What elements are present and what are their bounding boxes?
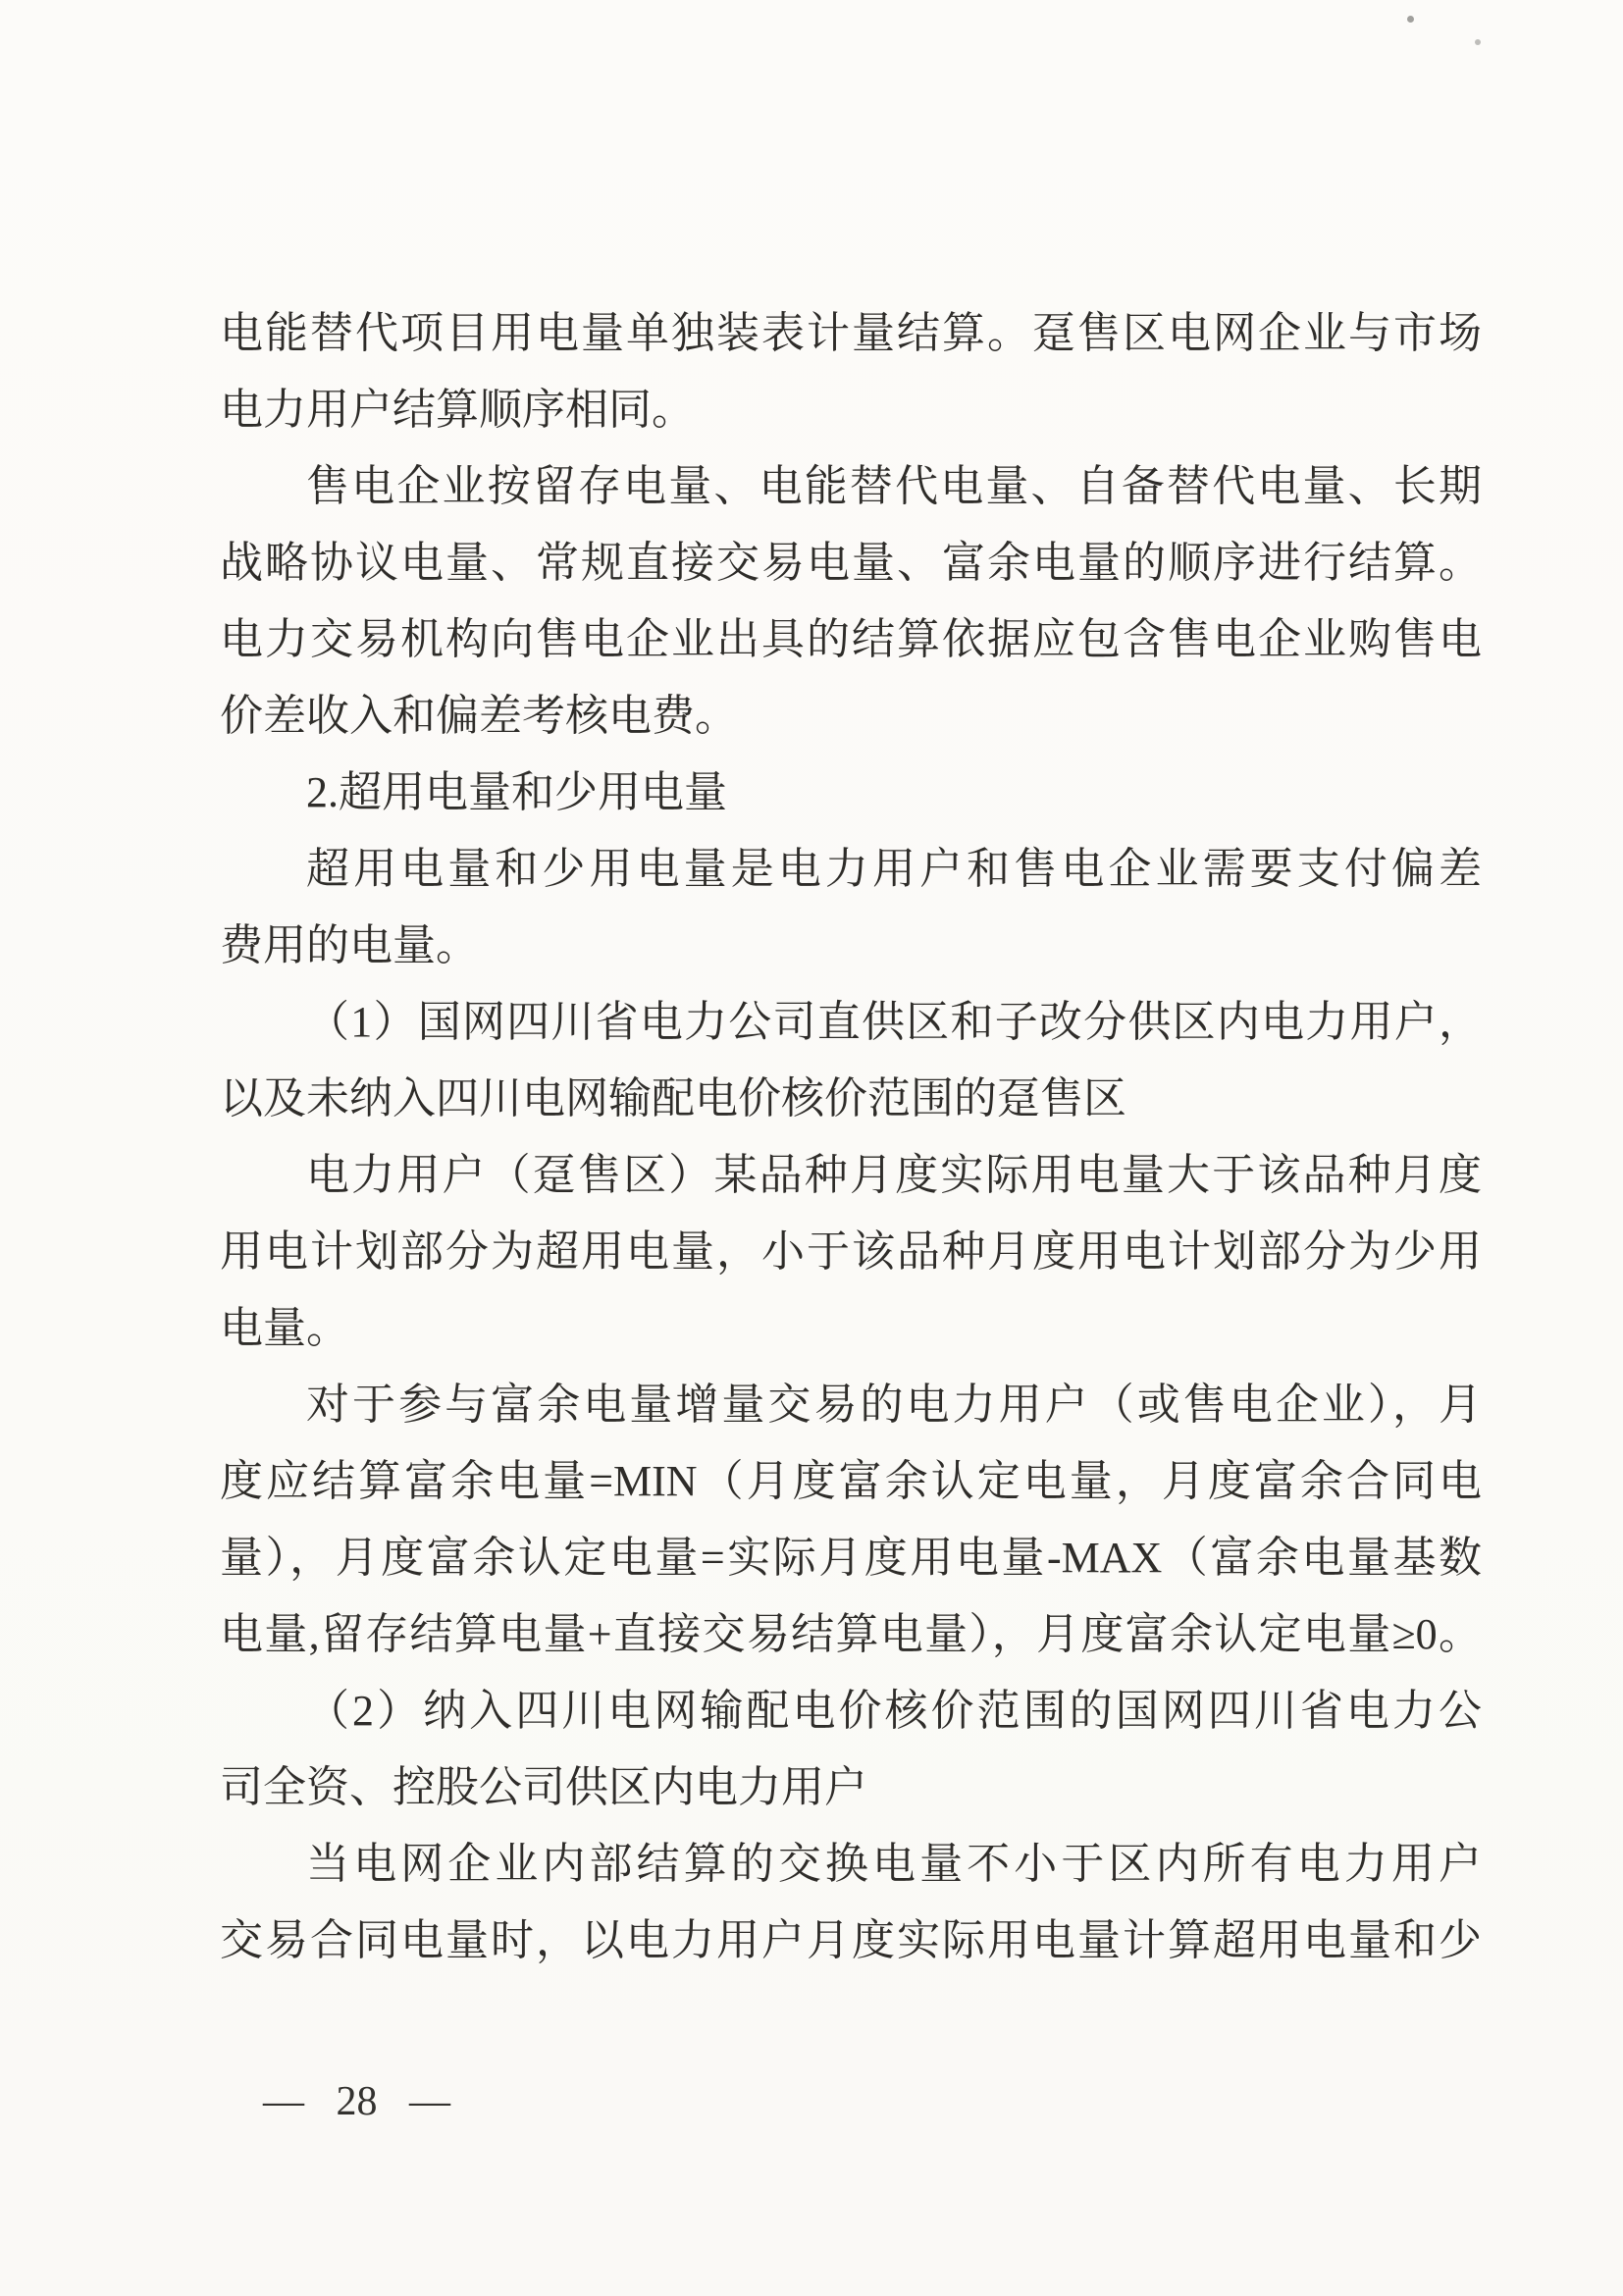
text-line: （2）纳入四川电网输配电价核价范围的国网四川省电力公 xyxy=(306,1687,1482,1735)
document-body-text xyxy=(220,295,1482,1979)
text-line: 费用的电量。 xyxy=(220,921,479,969)
page-number: — 28 — xyxy=(263,2079,450,2124)
text-line: 2.超用电量和少用电量 xyxy=(306,768,727,816)
text-line: 量），月度富余认定电量=实际月度用电量-MAX（富余电量基数 xyxy=(220,1534,1482,1582)
text-line: 超用电量和少用电量是电力用户和售电企业需要支付偏差 xyxy=(306,845,1482,893)
text-line: 电力交易机构向售电企业出具的结算依据应包含售电企业购售电 xyxy=(220,615,1482,663)
text-line: 以及未纳入四川电网输配电价核价范围的趸售区 xyxy=(220,1074,1126,1122)
text-line: 电量,留存结算电量+直接交易结算电量），月度富余认定电量≥0。 xyxy=(220,1610,1482,1658)
scan-speck xyxy=(1475,39,1481,45)
text-line: 售电企业按留存电量、电能替代电量、自备替代电量、长期 xyxy=(306,462,1482,510)
text-line: 价差收入和偏差考核电费。 xyxy=(220,692,738,740)
text-line: 度应结算富余电量=MIN（月度富余认定电量，月度富余合同电 xyxy=(220,1457,1482,1505)
text-line: 当电网企业内部结算的交换电量不小于区内所有电力用户 xyxy=(306,1840,1482,1888)
scan-speck xyxy=(1407,16,1414,23)
text-line: 电力用户结算顺序相同。 xyxy=(220,386,695,434)
text-line: （1）国网四川省电力公司直供区和子改分供区内电力用户， xyxy=(306,998,1482,1046)
text-line: 司全资、控股公司供区内电力用户 xyxy=(220,1763,867,1811)
text-line: 电量。 xyxy=(220,1304,349,1352)
text-line: 用电计划部分为超用电量，小于该品种月度用电计划部分为少用 xyxy=(220,1227,1482,1276)
text-line: 电力用户（趸售区）某品种月度实际用电量大于该品种月度 xyxy=(306,1151,1482,1199)
text-line: 战略协议电量、常规直接交易电量、富余电量的顺序进行结算。 xyxy=(220,539,1482,587)
text-line: 对于参与富余电量增量交易的电力用户（或售电企业），月 xyxy=(306,1381,1482,1429)
text-line: 电能替代项目用电量单独装表计量结算。趸售区电网企业与市场 xyxy=(220,309,1482,357)
text-line: 交易合同电量时，以电力用户月度实际用电量计算超用电量和少 xyxy=(220,1916,1482,1964)
